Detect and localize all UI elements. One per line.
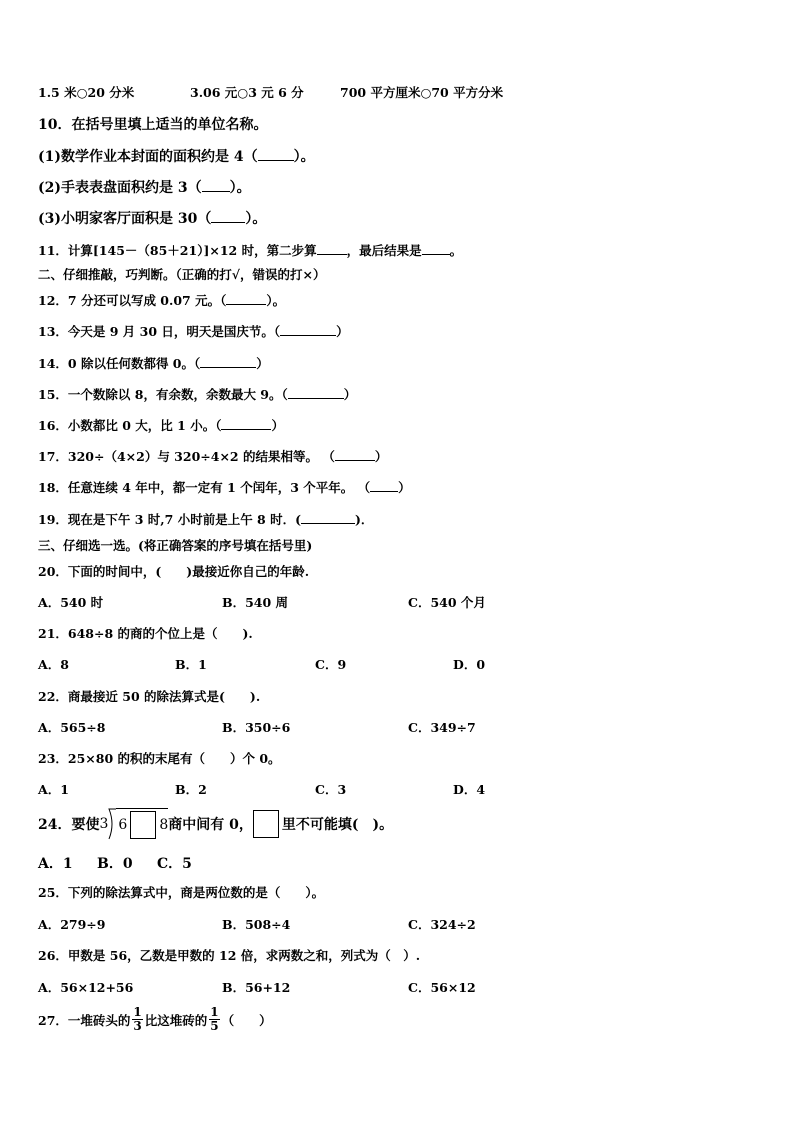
q20-option-a[interactable]: A．540 时 [38, 595, 104, 610]
section-2-heading: 二、仔细推敲，巧判断。（正确的打√，错误的打×） [38, 267, 326, 282]
q21-option-a[interactable]: A．8 [38, 657, 69, 672]
q15-end: ） [343, 387, 357, 402]
q12 [38, 291, 285, 309]
fraction-one-fifth [209, 1006, 219, 1033]
answer-blank[interactable] [317, 242, 347, 255]
q17-text: 17．320÷（4×2）与 320÷4×2 的结果相等。 （ [38, 449, 335, 464]
q23-option-d[interactable]: D．4 [453, 782, 486, 797]
q16 [38, 416, 284, 434]
digit-box[interactable] [253, 810, 279, 838]
q13-end: ） [336, 324, 349, 339]
q10-part3-text: (3)小明家客厅面积是 30（ [38, 211, 212, 227]
answer-blank[interactable] [280, 323, 336, 336]
compare-b: 3.06 元○3 元 6 分 [190, 85, 304, 100]
q10-part2 [38, 177, 251, 197]
q21-option-b[interactable]: B．1 [175, 657, 207, 672]
q26-option-c[interactable]: C．56×12 [408, 980, 476, 995]
q24-dividend-left: 6 [118, 816, 128, 833]
q22-stem: 22．商最接近 50 的除法算式是( ). [38, 689, 261, 704]
q19-end: )． [355, 512, 374, 527]
q18-end: ） [398, 480, 411, 495]
q24-stem [38, 808, 393, 840]
q27-text-b: 比这堆砖的 [144, 1012, 208, 1028]
answer-blank[interactable] [370, 479, 398, 492]
q27-text-c: （ ） [221, 1012, 272, 1028]
q21-stem: 21．648÷8 的商的个位上是（ ). [38, 626, 253, 641]
q24-option-a[interactable]: A．1 [38, 856, 73, 872]
q24-middle: 商中间有 0， [168, 817, 253, 833]
answer-blank[interactable] [288, 386, 344, 399]
q20-option-c[interactable]: C．540 个月 [408, 595, 486, 610]
answer-blank[interactable] [202, 179, 230, 192]
q16-text: 16．小数都比 0 大，比 1 小。（ [38, 418, 222, 433]
q19-text: 19．现在是下午 3 时,7 小时前是上午 8 时．( [38, 512, 302, 527]
q19 [38, 510, 373, 528]
q24-dividend-right: 8 [159, 816, 169, 833]
q14 [38, 354, 269, 372]
q23-option-c[interactable]: C．3 [315, 782, 347, 797]
answer-blank[interactable] [221, 417, 271, 430]
q10-part3-end: ）。 [245, 211, 267, 227]
q11-text-c: 。 [449, 243, 463, 258]
q13 [38, 322, 349, 340]
answer-blank[interactable] [301, 511, 355, 524]
q10-part2-text: (2)手表表盘面积约是 3（ [38, 180, 202, 196]
q10-part3 [38, 208, 266, 228]
q26-option-b[interactable]: B．56+12 [222, 980, 291, 995]
q24-prefix: 24．要使 [38, 817, 100, 833]
q14-text: 14．0 除以任何数都得 0。（ [38, 356, 201, 371]
q14-end: ） [256, 356, 269, 371]
q11-text-b: ，最后结果是 [346, 243, 422, 258]
answer-blank[interactable] [335, 448, 375, 461]
q26-stem: 26．甲数是 56，乙数是甲数的 12 倍，求两数之和，列式为（ ）. [38, 948, 421, 963]
q20-stem: 20．下面的时间中，( )最接近你自己的年龄. [38, 564, 310, 579]
fraction-denominator: 3 [133, 1019, 142, 1033]
fraction-denominator: 5 [210, 1019, 219, 1033]
q10-title: 10．在括号里填上适当的单位名称。 [38, 117, 268, 133]
q18 [38, 478, 411, 496]
q25-stem: 25．下列的除法算式中，商是两位数的是（ ）。 [38, 885, 325, 900]
answer-blank[interactable] [200, 355, 256, 368]
q12-end: ）。 [266, 293, 286, 308]
q10-part1-text: (1)数学作业本封面的面积约是 4（ [38, 149, 258, 165]
q25-option-b[interactable]: B．508÷4 [222, 917, 291, 932]
q10-part1 [38, 146, 315, 166]
q27-stem [38, 1006, 272, 1033]
fraction-numerator: 1 [133, 1005, 142, 1019]
compare-c: 700 平方厘米○70 平方分米 [340, 85, 504, 100]
q21-option-d[interactable]: D．0 [453, 657, 486, 672]
q11 [38, 241, 462, 259]
q24-suffix: 里不可能填( )。 [281, 817, 394, 833]
q17 [38, 447, 387, 465]
q12-text: 12．7 分还可以写成 0.07 元。（ [38, 293, 227, 308]
q13-text: 13．今天是 9 月 30 日，明天是国庆节。（ [38, 324, 281, 339]
digit-box[interactable] [130, 811, 156, 839]
answer-blank[interactable] [258, 148, 294, 161]
q25-option-a[interactable]: A．279÷9 [38, 917, 106, 932]
q24-option-c[interactable]: C．5 [157, 856, 192, 872]
q24-divisor: 3 [99, 816, 109, 832]
division-bracket-icon [108, 808, 116, 840]
q20-option-b[interactable]: B．540 周 [222, 595, 289, 610]
q22-option-b[interactable]: B．350÷6 [222, 720, 291, 735]
answer-blank[interactable] [226, 292, 266, 305]
answer-blank[interactable] [422, 242, 450, 255]
answer-blank[interactable] [211, 210, 245, 223]
q23-option-b[interactable]: B．2 [175, 782, 207, 797]
q15 [38, 385, 356, 403]
dividend [116, 808, 168, 840]
q22-option-c[interactable]: C．349÷7 [408, 720, 476, 735]
q15-text: 15．一个数除以 8，有余数，余数最大 9。（ [38, 387, 288, 402]
q10-part1-end: ）。 [293, 149, 315, 165]
q23-option-a[interactable]: A．1 [38, 782, 69, 797]
section-3-heading: 三、仔细选一选。(将正确答案的序号填在括号里) [38, 538, 313, 553]
q21-option-c[interactable]: C．9 [315, 657, 347, 672]
long-division [99, 808, 168, 840]
compare-a: 1.5 米○20 分米 [38, 85, 135, 100]
q17-end: ） [374, 449, 388, 464]
fraction-one-third [132, 1006, 142, 1033]
q10-part2-end: ）。 [229, 180, 251, 196]
q26-option-a[interactable]: A．56×12+56 [38, 980, 134, 995]
q23-stem: 23．25×80 的积的末尾有（ ）个 0。 [38, 751, 281, 766]
fraction-numerator: 1 [210, 1005, 219, 1019]
q22-option-a[interactable]: A．565÷8 [38, 720, 106, 735]
q18-text: 18．任意连续 4 年中，都一定有 1 个闰年，3 个平年。 （ [38, 480, 371, 495]
q16-end: ） [271, 418, 284, 433]
q27-text-a: 27．一堆砖头的 [38, 1012, 131, 1028]
q25-option-c[interactable]: C．324÷2 [408, 917, 476, 932]
q11-text-a: 11．计算[145－（85＋21）]×12 时，第二步算 [38, 243, 317, 258]
q24-option-b[interactable]: B．0 [97, 856, 133, 872]
